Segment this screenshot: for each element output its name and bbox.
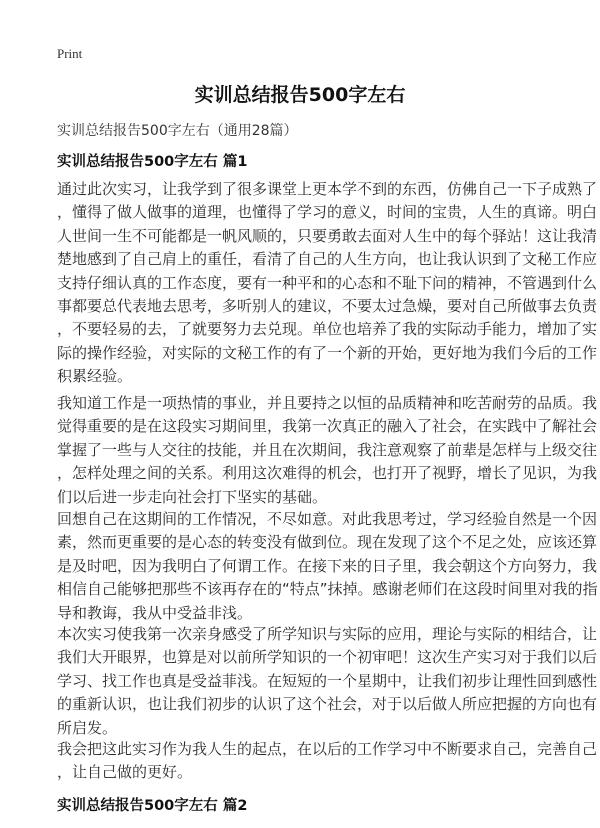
paragraph-line: 导和教诲，我从中受益非浅。: [57, 603, 253, 622]
paragraph-line: 际的操作经验，对实际的文秘工作的有了一个新的开始，更好地为我们今后的工作: [57, 343, 598, 362]
paragraph-line: 楚地感到了自己肩上的重任，看清了自己的人生方向，也让我认识到了文秘工作应: [57, 250, 598, 269]
paragraph-line: ，不要轻易的去，了就要努力去兑现。单位也培养了我的实际动手能力，增加了实: [57, 320, 598, 339]
paragraph-line: 掌握了一些与人交往的技能，并且在次期间，我注意观察了前辈是怎样与上级交往: [57, 440, 598, 459]
paragraph-line: 回想自己在这期间的工作情况，不尽如意。对此我思考过，学习经验自然是一个因: [57, 510, 598, 528]
paragraph-1: [57, 178, 598, 389]
paragraph-line: 觉得重要的是在这段实习期间里，我第一次真正的融入了社会，在实践中了解社会: [57, 417, 598, 436]
paragraph-5: [57, 738, 598, 785]
paragraph-line: 我会把这此实习作为我人生的起点，在以后的工作学习中不断要求自己，完善自己: [57, 740, 598, 758]
paragraph-line: 是及时吧，因为我明白了何谓工作。在接下来的日子里，我会朝这个方向努力，我: [57, 556, 598, 575]
paragraph-line: 我知道工作是一项热情的事业，并且要持之以恒的品质精神和吃苦耐劳的品质。我: [57, 394, 598, 412]
paragraph-line: 人世间一生不可能都是一帆风顺的，只要勇敢去面对人生中的每个驿站！这让我清: [57, 226, 598, 245]
page-title: 实训总结报告500字左右: [194, 84, 406, 106]
print-link[interactable]: Print: [57, 46, 83, 61]
paragraph-line: 相信自己能够把那些不该再存在的“特点”抹掉。感谢老师们在这段时间里对我的指: [57, 580, 598, 599]
paragraph-line: ，怎样处理之间的关系。利用这次难得的机会，也打开了视野，增长了见识，为我: [57, 464, 598, 483]
paragraph-line: 所启发。: [57, 718, 118, 737]
paragraph-line: 的重新认识，也让我们初步的认识了这个社会，对于以后做人所应把握的方向也有: [57, 695, 598, 714]
paragraph-line: 我们大开眼界，也算是对以前所学知识的一个初审吧！这次生产实习对于我们以后: [57, 648, 598, 667]
paragraph-4: [57, 623, 598, 740]
section-heading-2: 实训总结报告500字左右 篇2: [57, 798, 248, 814]
paragraph-line: 本次实习使我第一次亲身感受了所学知识与实际的应用，理论与实际的相结合，让: [57, 625, 598, 643]
paragraph-line: 积累经验。: [57, 367, 133, 386]
paragraph-line: 支持仔细认真的工作态度，要有一种平和的心态和不耻下问的精神，不管遇到什么: [57, 273, 598, 292]
paragraph-2: [57, 392, 598, 509]
page-subtitle: 实训总结报告500字左右（通用28篇）: [57, 123, 298, 139]
paragraph-line: 素，然而更重要的是心态的转变没有做到位。现在发现了这个不足之处，应该还算: [57, 533, 598, 552]
paragraph-3: [57, 508, 598, 625]
section-heading-1: 实训总结报告500字左右 篇1: [57, 154, 248, 170]
paragraph-line: 事都要总代表地去思考，多听别人的建议，不要太过急燥，要对自己所做事去负责: [57, 297, 598, 316]
paragraph-line: 学习、找工作也真是受益菲浅。在短短的一个星期中，让我们初步让理性回到感性: [57, 671, 598, 690]
paragraph-line: ，让自己做的更好。: [57, 763, 193, 782]
paragraph-line: ，懂得了做人做事的道理，也懂得了学习的意义，时间的宝贵，人生的真谛。明白: [57, 203, 598, 222]
paragraph-line: 通过此次实习，让我学到了很多课堂上更本学不到的东西，仿佛自己一下子成熟了: [57, 180, 598, 198]
paragraph-line: 们以后进一步走向社会打下坚实的基础。: [57, 487, 328, 506]
